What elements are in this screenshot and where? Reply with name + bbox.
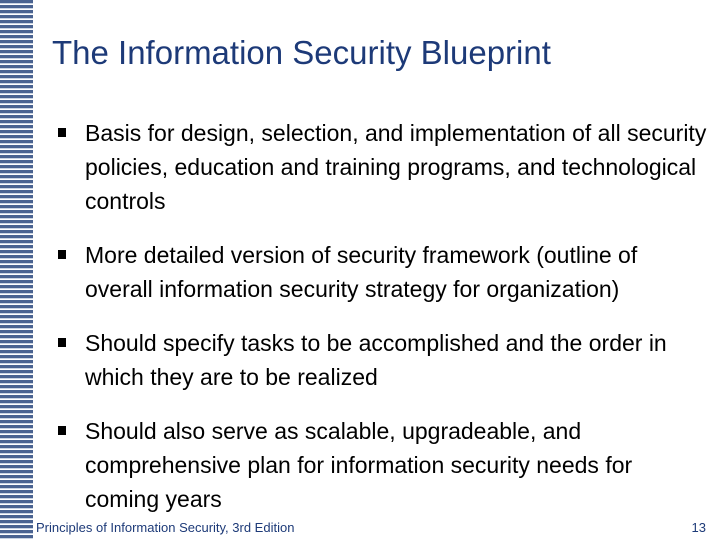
- square-bullet-icon: [58, 426, 66, 435]
- footer-text: Principles of Information Security, 3rd Edition: [36, 520, 295, 535]
- bullet-item: [58, 116, 708, 218]
- bullet-item: [58, 238, 708, 306]
- bullet-text: Should also serve as scalable, upgradeable, and comprehensive plan for information security needs for coming years: [85, 418, 633, 512]
- decorative-stripe: [0, 0, 33, 540]
- slide-title: The Information Security Blueprint: [52, 34, 551, 71]
- bullet-text: Basis for design, selection, and implementation of all security policies, education and training programs, and technological controls: [85, 120, 707, 214]
- bullet-list: [58, 116, 708, 536]
- square-bullet-icon: [58, 128, 66, 137]
- bullet-item: [58, 326, 708, 394]
- bullet-text: Should specify tasks to be accomplished and the order in which they are to be realized: [85, 330, 667, 390]
- square-bullet-icon: [58, 250, 66, 259]
- square-bullet-icon: [58, 338, 66, 347]
- bullet-item: [58, 414, 708, 516]
- page-number: 13: [691, 520, 706, 535]
- bullet-text: More detailed version of security framework (outline of overall information security strategy for organization): [85, 242, 638, 302]
